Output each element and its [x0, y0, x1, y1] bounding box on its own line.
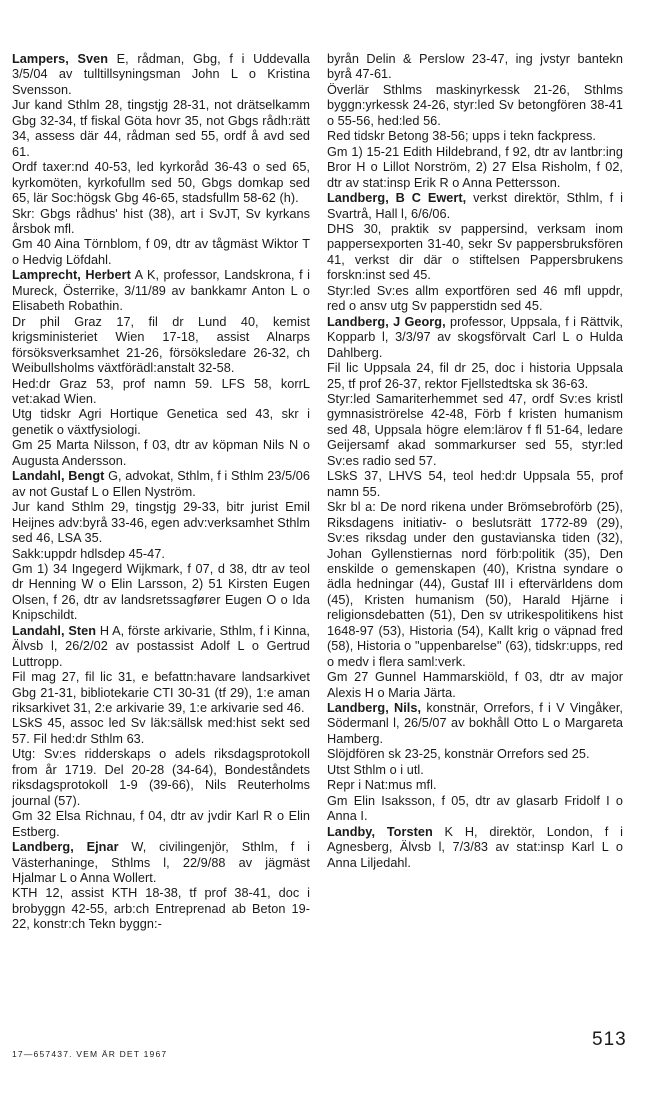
entry-paragraph: Överlär Sthlms maskinyrkessk 21-26, Sthlms byggn:yrkessk 24-26, styr:led Sv betongfören 38-41 o 55-56, hed:led 56. — [327, 82, 623, 128]
entry-paragraph: Gm 25 Marta Nilsson, f 03, dtr av köpman Nils N o Augusta Andersson. — [12, 438, 310, 468]
entry-paragraph: Skr: Gbgs rådhus' hist (38), art i SvJT, Sv kyrkans årsbok mfl. — [12, 206, 310, 236]
entry-paragraph: Slöjdfören sk 23-25, konstnär Orrefors sed 25. — [327, 747, 590, 762]
entry-paragraph: Styr:led Samariterhemmet sed 47, ordf Sv:es kristl gymnasiströrelse 42-48, Förb f kristen humanism sed 48, Uppsala högre elem:lärov f fl 51-64, ledare Geijersamf akad sommarkurser sed 55, styr:led Sv:es radio sed 57. — [327, 391, 623, 468]
biography-entry — [12, 268, 310, 469]
left-column — [12, 52, 310, 933]
entry-paragraph — [12, 268, 310, 314]
biography-entry — [12, 52, 310, 268]
biography-entry — [12, 624, 310, 840]
entry-name: Landberg, B C Ewert, — [327, 191, 467, 206]
entry-text: G, advokat, Sthlm, f i Sthlm 23/5/06 av not Gustaf L o Ellen Nyström. — [12, 469, 310, 499]
entry-paragraph: LSkS 45, assoc led Sv läk:sällsk med:hist sekt sed 57. Fil hed:dr Sthlm 63. — [12, 716, 310, 746]
entry-paragraph — [12, 52, 310, 98]
entry-name: Landby, Torsten — [327, 824, 433, 839]
entry-paragraph — [327, 701, 623, 747]
right-column — [327, 52, 623, 871]
entry-name: Landahl, Bengt — [12, 469, 105, 484]
entry-paragraph: Repr i Nat:mus mfl. — [327, 778, 437, 793]
entry-name: Landberg, J Georg, — [327, 314, 446, 329]
entry-text: professor, Uppsala, f i Rättvik, Kopparb l, 3/3/97 av skogsförvalt Carl L o Hulda Dahlberg. — [327, 314, 624, 360]
entry-paragraph: Dr phil Graz 17, fil dr Lund 40, kemist krigsministeriet Wien 17-18, assist Alnarps försöksverksamhet 21-26, försöksledare 26-32, ch Weibullsholms växtförädl:anstalt 32-58. — [12, 314, 310, 376]
entry-paragraph: Gm 27 Gunnel Hammarskiöld, f 03, dtr av major Alexis H o Maria Järta. — [327, 670, 623, 700]
entry-paragraph: Utg tidskr Agri Hortique Genetica sed 43, skr i genetik o växtfysiologi. — [12, 407, 310, 437]
entry-paragraph: Jur kand Sthlm 28, tingstjg 28-31, not drätselkamm Gbg 32-34, tf fiskal Göta hovr 35, not Gbgs rådh:rätt 34, assess där 44, rådman sed 55, ordf å avd sed 61. — [12, 98, 310, 159]
entry-paragraph: Gm 1) 15-21 Edith Hildebrand, f 92, dtr av lantbr:ing Bror H o Lillot Norström, 2) 27 Elsa Risholm, f 02, dtr av stat:insp Erik R o Anna Pettersson. — [327, 144, 623, 190]
entry-paragraph: Jur kand Sthlm 29, tingstjg 29-33, bitr jurist Emil Heijnes adv:byrå 33-46, egen adv:verksamhet Sthlm sed 46, LSA 35. — [12, 500, 310, 546]
biography-entry — [327, 701, 623, 825]
entry-paragraph: Red tidskr Betong 38-56; upps i tekn fackpress. — [327, 129, 596, 144]
entry-text: E, rådman, Gbg, f i Uddevalla 3/5/04 av tulltillsyningsman John L o Kristina Svensson. — [12, 52, 310, 97]
entry-text: konstnär, Orrefors, f i V Vingåker, Södermanl l, 26/5/07 av bokhåll Otto L o Margareta Hamberg. — [327, 701, 624, 746]
entry-paragraph: Skr bl a: De nord rikena under Brömsebroförb (25), Riksdagens initiativ- o beslutsrätt 1772-89 (29), Sv:es riksdag under den gustavianska tiden (32), Johan Gyllenstiernas nord förb:politik (35), Den enskilde o gemenskapen (40), Kristna syndare o ädla hedningar (44), Gustaf III i eftervärldens dom (45), Kristen humanism (50), Harald Hjärne i religionsdebatten (51), Den sv utrikespolitikens hist 1648-97 (53), Historia (54), Kallt krig o väpnad fred (58), Historia o "uppenbarelse" (63), tidskr:upps, red o medv i flera saml:verk. — [327, 500, 623, 669]
entry-paragraph: KTH 12, assist KTH 18-38, tf prof 38-41, doc i brobyggn 42-55, arb:ch Entreprenad ab Beton 19-22, konstr:ch Tekn byggn:- — [12, 886, 310, 932]
biography-entry — [12, 840, 310, 933]
entry-paragraph: Fil lic Uppsala 24, fil dr 25, doc i historia Uppsala 25, tf prof 26-37, rektor Fjellstedtska sk 36-63. — [327, 361, 623, 391]
biography-entry-continued — [327, 52, 623, 191]
entry-name: Lampers, Sven — [12, 52, 108, 66]
entry-name: Landberg, Nils, — [327, 701, 422, 716]
entry-text: W, civilingenjör, Sthlm, f i Västerhaninge, Sthlms l, 22/9/88 av jägmäst Hjalmar L o Anna Wollert. — [12, 840, 310, 886]
entry-paragraph: Styr:led Sv:es allm exportfören sed 46 mfl uppdr, red o ansv utg Sv papperstidn sed 45. — [327, 283, 623, 314]
entry-paragraph: Fil mag 27, fil lic 31, e befattn:havare landsarkivet Gbg 21-31, bibliotekarie CTI 30-31 (tf 29), 1:e aman riksarkivet 31, 2:e arkivarie 39, 1:e arkivarie sed 46. — [12, 670, 310, 716]
entry-paragraph: Gm 32 Elsa Richnau, f 04, dtr av jvdir Karl R o Elin Estberg. — [12, 809, 310, 839]
biography-entry — [327, 315, 623, 701]
entry-text: verkst direktör, Sthlm, f i Svartrå, Hall l, 6/6/06. — [327, 191, 623, 221]
entry-paragraph: DHS 30, praktik sv pappersind, verksam inom pappersexporten 31-40, sekr Sv pappersbruksfören 41, verkst dir där o stiftelsen Pappersbrukens forskn:inst sed 45. — [327, 221, 623, 283]
entry-name: Landberg, Ejnar — [12, 840, 119, 855]
entry-paragraph: LSkS 37, LHVS 54, teol hed:dr Uppsala 55, prof namn 55. — [327, 469, 623, 499]
biography-entry — [327, 191, 623, 315]
entry-paragraph: Utg: Sv:es ridderskaps o adels riksdagsprotokoll from år 1719. Del 20-28 (34-64), Bondeståndets riksdagsprotokoll 1-9 (39-66), Nils Reuterholms journal (57). — [12, 747, 310, 808]
entry-paragraph: Gm 40 Aina Törnblom, f 09, dtr av tågmäst Wiktor T o Hedvig Löfdahl. — [12, 237, 310, 267]
entry-paragraph: Gm Elin Isaksson, f 05, dtr av glasarb Fridolf I o Anna I. — [327, 793, 623, 824]
entry-paragraph: Utst Sthlm o i utl. — [327, 762, 424, 777]
entry-paragraph — [12, 840, 310, 886]
biography-entry — [12, 469, 310, 624]
entry-name: Lamprecht, Herbert — [12, 268, 131, 283]
entry-paragraph: Hed:dr Graz 53, prof namn 59. LFS 58, korrL vet:akad Wien. — [12, 376, 310, 406]
entry-paragraph — [12, 469, 310, 500]
print-code: 17—657437. VEM ÄR DET 1967 — [12, 1049, 168, 1059]
entry-text: K H, direktör, London, f i Agnesberg, Älvsb l, 7/3/83 av stat:insp Karl L o Anna Liljedahl. — [327, 824, 623, 870]
entry-name: Landahl, Sten — [12, 623, 97, 638]
entry-text: A K, professor, Landskrona, f i Mureck, Österrike, 3/11/89 av bankkamr Anton L o Elisabeth Robathin. — [12, 268, 311, 314]
entry-text: H A, förste arkivarie, Sthlm, f i Kinna, Älvsb l, 26/2/02 av postassist Adolf L o Gertrud Luttropp. — [12, 623, 310, 669]
page-number: 513 — [592, 1029, 627, 1050]
biography-entry — [327, 825, 623, 871]
entry-paragraph — [12, 624, 310, 670]
entry-paragraph — [327, 825, 623, 871]
entry-paragraph: byrån Delin & Perslow 23-47, ing jvstyr bantekn byrå 47-61. — [327, 52, 623, 82]
entry-paragraph: Ordf taxer:nd 40-53, led kyrkoråd 36-43 o sed 65, kyrkomöten, kyrkofullm sed 50, Gbgs domkap sed 65, lär Soc:högsk Gbg 46-65, stadsfullm 58-62 (h). — [12, 160, 310, 206]
entry-paragraph — [327, 191, 623, 222]
entry-paragraph: Sakk:uppdr hdlsdep 45-47. — [12, 546, 165, 561]
entry-paragraph — [327, 315, 623, 361]
entry-paragraph: Gm 1) 34 Ingegerd Wijkmark, f 07, d 38, dtr av teol dr Henning W o Elin Larsson, 2) 51 Kirsten Eugen Olsen, f 26, dtr av landsretssagfører Eugen O o Ida Knipschildt. — [12, 561, 310, 623]
